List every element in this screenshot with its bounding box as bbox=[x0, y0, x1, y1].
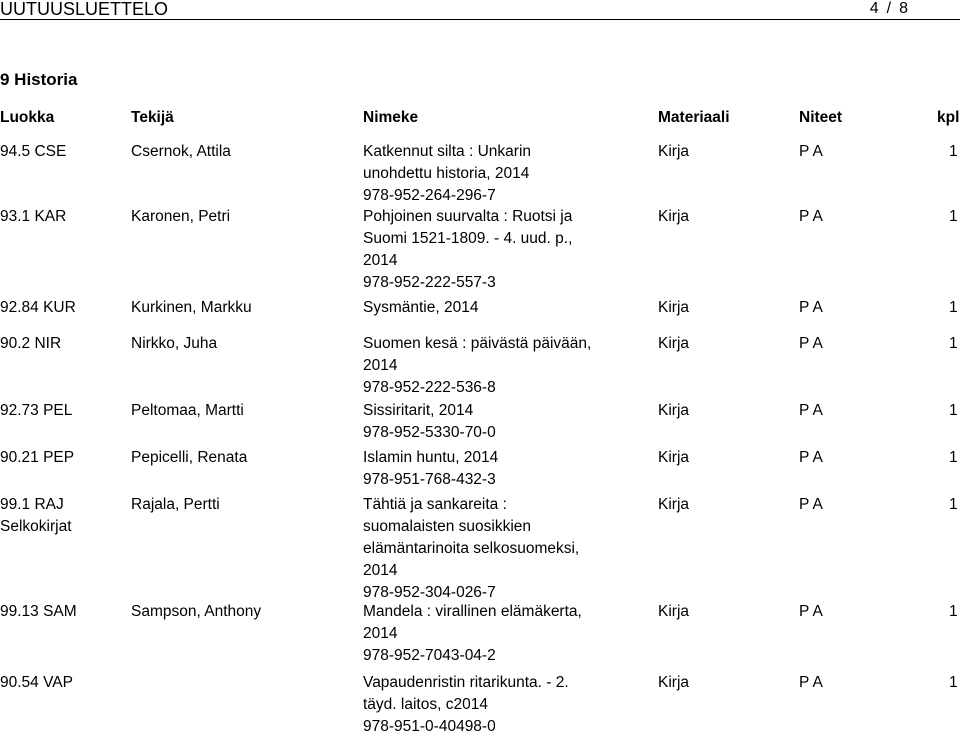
record-title-line: 978-952-222-557-3 bbox=[363, 274, 496, 291]
record-title-line: unohdettu historia, 2014 bbox=[363, 165, 530, 182]
record-material: Kirja bbox=[658, 299, 690, 316]
record-title bbox=[363, 672, 569, 738]
record-title-line: Vapaudenristin ritarikunta. - 2. bbox=[363, 674, 569, 691]
page-current: 4 bbox=[869, 0, 879, 17]
record-count: 1 bbox=[949, 208, 958, 225]
record-author: Sampson, Anthony bbox=[131, 603, 262, 620]
record-class bbox=[0, 400, 72, 422]
record-material: Kirja bbox=[658, 603, 690, 620]
column-header-niteet: Niteet bbox=[799, 109, 843, 126]
record-copies: P A bbox=[799, 603, 823, 620]
record-class-line: Selkokirjat bbox=[0, 518, 72, 535]
record-class bbox=[0, 333, 61, 355]
document-title: UUTUUSLUETTELO bbox=[0, 0, 169, 19]
record-class bbox=[0, 494, 72, 538]
record-count: 1 bbox=[949, 299, 958, 316]
record-title-line: 2014 bbox=[363, 357, 398, 374]
record-title-line: 978-952-304-026-7 bbox=[363, 584, 496, 601]
record-copies: P A bbox=[799, 335, 823, 352]
record-title-line: elämäntarinoita selkosuomeksi, bbox=[363, 540, 580, 557]
record-copies: P A bbox=[799, 674, 823, 691]
record-class bbox=[0, 141, 66, 163]
record-class-line: 90.54 VAP bbox=[0, 674, 73, 691]
record-class-line: 99.1 RAJ bbox=[0, 496, 64, 513]
record-title-line: Tähtiä ja sankareita : bbox=[363, 496, 507, 513]
record-material: Kirja bbox=[658, 143, 690, 160]
record-title bbox=[363, 494, 579, 604]
record-author: Nirkko, Juha bbox=[131, 335, 218, 352]
record-copies: P A bbox=[799, 143, 823, 160]
record-class bbox=[0, 672, 73, 694]
record-title-line: 978-952-5330-70-0 bbox=[363, 424, 496, 441]
record-material: Kirja bbox=[658, 335, 690, 352]
section-title: 9 Historia bbox=[0, 70, 78, 89]
record-count: 1 bbox=[949, 674, 958, 691]
record-title bbox=[363, 141, 531, 207]
record-count: 1 bbox=[949, 449, 958, 466]
record-title bbox=[363, 297, 478, 319]
column-header-materiaali: Materiaali bbox=[658, 109, 730, 126]
record-title-line: 978-951-0-40498-0 bbox=[363, 718, 496, 735]
record-title-line: Sissiritarit, 2014 bbox=[363, 402, 474, 419]
record-title-line: suomalaisten suosikkien bbox=[363, 518, 532, 535]
record-class-line: 99.13 SAM bbox=[0, 603, 77, 620]
column-header-nimeke: Nimeke bbox=[363, 109, 419, 126]
record-material: Kirja bbox=[658, 449, 690, 466]
record-title-line: 978-952-222-536-8 bbox=[363, 379, 496, 396]
record-count: 1 bbox=[949, 402, 958, 419]
record-title bbox=[363, 333, 591, 399]
record-class bbox=[0, 447, 74, 469]
record-title-line: Katkennut silta : Unkarin bbox=[363, 143, 532, 160]
record-title bbox=[363, 206, 572, 294]
record-count: 1 bbox=[949, 496, 958, 513]
column-header-luokka: Luokka bbox=[0, 109, 55, 126]
record-title-line: 978-951-768-432-3 bbox=[363, 471, 496, 488]
record-copies: P A bbox=[799, 299, 823, 316]
record-title-line: 2014 bbox=[363, 252, 398, 269]
record-author: Kurkinen, Markku bbox=[131, 299, 252, 316]
record-title-line: 2014 bbox=[363, 562, 398, 579]
record-title-line: Sysmäntie, 2014 bbox=[363, 299, 479, 316]
record-title-line: Islamin huntu, 2014 bbox=[363, 449, 499, 466]
header-rule bbox=[0, 19, 960, 20]
page-separator: / bbox=[886, 0, 892, 17]
record-material: Kirja bbox=[658, 402, 690, 419]
record-title-line: Pohjoinen suurvalta : Ruotsi ja bbox=[363, 208, 573, 225]
record-copies: P A bbox=[799, 449, 823, 466]
record-class-line: 90.2 NIR bbox=[0, 335, 62, 352]
column-header-tekija: Tekijä bbox=[131, 109, 174, 126]
record-material: Kirja bbox=[658, 674, 690, 691]
record-count: 1 bbox=[949, 603, 958, 620]
record-title bbox=[363, 400, 496, 444]
record-class-line: 90.21 PEP bbox=[0, 449, 75, 466]
record-title-line: Mandela : virallinen elämäkerta, bbox=[363, 603, 582, 620]
record-copies: P A bbox=[799, 208, 823, 225]
record-author: Rajala, Pertti bbox=[131, 496, 220, 513]
record-title-line: Suomen kesä : päivästä päivään, bbox=[363, 335, 592, 352]
record-count: 1 bbox=[949, 335, 958, 352]
record-class bbox=[0, 297, 76, 319]
document-header bbox=[0, 0, 960, 22]
record-count: 1 bbox=[949, 143, 958, 160]
page-total: 8 bbox=[899, 0, 908, 17]
column-header-kpl: kpl bbox=[937, 109, 960, 126]
record-title-line: 978-952-264-296-7 bbox=[363, 187, 496, 204]
record-class bbox=[0, 601, 77, 623]
record-author: Pepicelli, Renata bbox=[131, 449, 248, 466]
record-author: Peltomaa, Martti bbox=[131, 402, 244, 419]
record-class-line: 92.73 PEL bbox=[0, 402, 73, 419]
record-title-line: 978-952-7043-04-2 bbox=[363, 647, 496, 664]
record-class-line: 94.5 CSE bbox=[0, 143, 67, 160]
record-author: Karonen, Petri bbox=[131, 208, 231, 225]
record-title bbox=[363, 447, 498, 491]
record-copies: P A bbox=[799, 496, 823, 513]
record-class-line: 92.84 KUR bbox=[0, 299, 76, 316]
record-material: Kirja bbox=[658, 208, 690, 225]
record-author: Csernok, Attila bbox=[131, 143, 231, 160]
record-title-line: Suomi 1521-1809. - 4. uud. p., bbox=[363, 230, 573, 247]
record-class-line: 93.1 KAR bbox=[0, 208, 67, 225]
record-class bbox=[0, 206, 66, 228]
record-material: Kirja bbox=[658, 496, 690, 513]
record-title-line: täyd. laitos, c2014 bbox=[363, 696, 488, 713]
record-title-line: 2014 bbox=[363, 625, 398, 642]
page-indicator bbox=[870, 0, 908, 20]
record-title bbox=[363, 601, 582, 667]
record-copies: P A bbox=[799, 402, 823, 419]
